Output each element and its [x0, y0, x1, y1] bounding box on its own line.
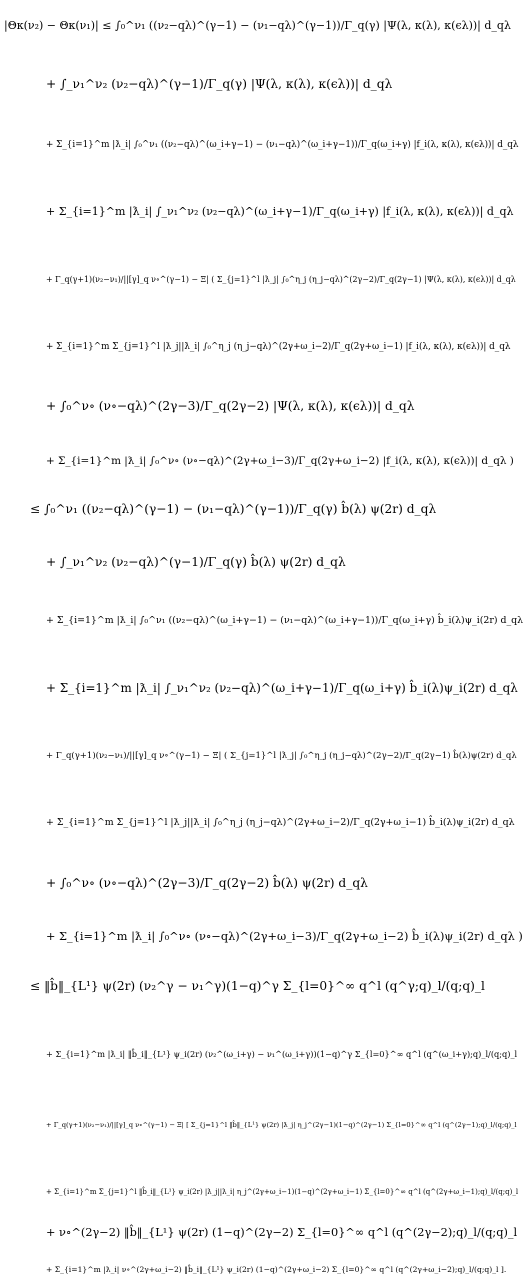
- equation-line: + ∫_ν₁^ν₂ (ν₂−qλ)^(γ−1)/Γ_q(γ) |Ψ(λ, κ(λ), κ(ϵλ))| d_qλ: [46, 77, 393, 91]
- equation-line: + Σ_{i=1}^m |ƛ_i| ∫₀^ν₁ ((ν₂−qλ)^(ω_i+γ−1) − (ν₁−qλ)^(ω_i+γ−1))/Γ_q(ω_i+γ) b̂_i(λ)ψ_i(2r) d_qλ: [46, 615, 524, 626]
- equation-line: + Σ_{i=1}^m |ƛ_i| ‖b̂_i‖_{L¹} ψ_i(2r) (ν₂^(ω_i+γ) − ν₁^(ω_i+γ))(1−q)^γ Σ_{l=0}^∞ q^l (q^(ω_i+γ);q)_l/(q;q)_l: [46, 1049, 518, 1059]
- equation-line: + Σ_{i=1}^m Σ_{j=1}^l ‖b̂_i‖_{L¹} ψ_i(2r) |ƛ_j||ƛ_i| η_j^(2γ+ω_i−1)(1−q)^(2γ+ω_i−1) Σ_{l=0}^∞ q^l (q^(2γ+ω_i−1);q)_l/(q;q)_l: [46, 1188, 519, 1196]
- equation-line: + Σ_{i=1}^m |ƛ_i| ∫₀^ν∘ (ν∘−qλ)^(2γ+ω_i−3)/Γ_q(2γ+ω_i−2) |f_i(λ, κ(λ), κ(ϵλ))| d_qλ ): [46, 455, 514, 467]
- equation-line: + Γ_q(γ+1)(ν₂−ν₁)/||[γ]_q ν∘^(γ−1) − Ξ| ( Σ_{j=1}^l |ƛ_j| ∫₀^η_j (η_j−qλ)^(2γ−2)/Γ_q(2γ−1) |Ψ(λ, κ(λ), κ(ϵλ))| d_qλ: [46, 275, 516, 284]
- equation-line: + Σ_{i=1}^m |ƛ_i| ∫₀^ν∘ (ν∘−qλ)^(2γ+ω_i−3)/Γ_q(2γ+ω_i−2) b̂_i(λ)ψ_i(2r) d_qλ ): [46, 930, 523, 943]
- equation-line: + Σ_{i=1}^m Σ_{j=1}^l |ƛ_j||ƛ_i| ∫₀^η_j (η_j−qλ)^(2γ+ω_i−2)/Γ_q(2γ+ω_i−1) |f_i(λ, κ(λ), κ(ϵλ))| d_qλ: [46, 342, 511, 352]
- equation-line: |Θκ(ν₂) − Θκ(ν₁)| ≤ ∫₀^ν₁ ((ν₂−qλ)^(γ−1) − (ν₁−qλ)^(γ−1))/Γ_q(γ) |Ψ(λ, κ(λ), κ(ϵλ))| d_qλ: [4, 19, 511, 32]
- equation-line: + ∫₀^ν∘ (ν∘−qλ)^(2γ−3)/Γ_q(2γ−2) b̂(λ) ψ(2r) d_qλ: [46, 876, 368, 890]
- equation-line: + Σ_{i=1}^m |ƛ_i| ∫_ν₁^ν₂ (ν₂−qλ)^(ω_i+γ−1)/Γ_q(ω_i+γ) |f_i(λ, κ(λ), κ(ϵλ))| d_qλ: [46, 205, 514, 218]
- equation-line: + Γ_q(γ+1)(ν₂−ν₁)/||[γ]_q ν∘^(γ−1) − Ξ| [ Σ_{j=1}^l ‖b̂‖_{L¹} ψ(2r) |ƛ_j| η_j^(2γ−1)(1−q)^(2γ−1) Σ_{l=0}^∞ q^l (q^(2γ−1);q)_l/(q;q)_l: [46, 1121, 517, 1129]
- equation-line: + ν∘^(2γ−2) ‖b̂‖_{L¹} ψ(2r) (1−q)^(2γ−2) Σ_{l=0}^∞ q^l (q^(2γ−2);q)_l/(q;q)_l: [46, 1226, 518, 1239]
- equation-line: + Σ_{i=1}^m Σ_{j=1}^l |ƛ_j||ƛ_i| ∫₀^η_j (η_j−qλ)^(2γ+ω_i−2)/Γ_q(2γ+ω_i−1) b̂_i(λ)ψ_i(2r) d_qλ: [46, 817, 515, 828]
- equation-line: + Σ_{i=1}^m |ƛ_i| ∫_ν₁^ν₂ (ν₂−qλ)^(ω_i+γ−1)/Γ_q(ω_i+γ) b̂_i(λ)ψ_i(2r) d_qλ: [46, 681, 518, 695]
- equation-line: + Γ_q(γ+1)(ν₂−ν₁)/||[γ]_q ν∘^(γ−1) − Ξ| ( Σ_{j=1}^l |ƛ_j| ∫₀^η_j (η_j−qλ)^(2γ−2)/Γ_q(2γ−1) b̂(λ)ψ(2r) d_qλ: [46, 751, 517, 761]
- equation-line: + Σ_{i=1}^m |ƛ_i| ν∘^(2γ+ω_i−2) ‖b̂_i‖_{L¹} ψ_i(2r) (1−q)^(2γ+ω_i−2) Σ_{l=0}^∞ q^l (q^(2γ+ω_i−2);q)_l/(q;q)_l ].: [46, 1265, 507, 1274]
- equation-line: + Σ_{i=1}^m |ƛ_i| ∫₀^ν₁ ((ν₂−qλ)^(ω_i+γ−1) − (ν₁−qλ)^(ω_i+γ−1))/Γ_q(ω_i+γ) |f_i(λ, κ(λ), κ(ϵλ))| d_qλ: [46, 140, 519, 150]
- equation-line: ≤ ∫₀^ν₁ ((ν₂−qλ)^(γ−1) − (ν₁−qλ)^(γ−1))/Γ_q(γ) b̂(λ) ψ(2r) d_qλ: [30, 502, 437, 516]
- equation-line: + ∫₀^ν∘ (ν∘−qλ)^(2γ−3)/Γ_q(2γ−2) |Ψ(λ, κ(λ), κ(ϵλ))| d_qλ: [46, 399, 415, 413]
- equation-line: + ∫_ν₁^ν₂ (ν₂−qλ)^(γ−1)/Γ_q(γ) b̂(λ) ψ(2r) d_qλ: [46, 555, 346, 569]
- equation-line: ≤ ‖b̂‖_{L¹} ψ(2r) (ν₂^γ − ν₁^γ)(1−q)^γ Σ_{l=0}^∞ q^l (q^γ;q)_l/(q;q)_l: [30, 979, 485, 993]
